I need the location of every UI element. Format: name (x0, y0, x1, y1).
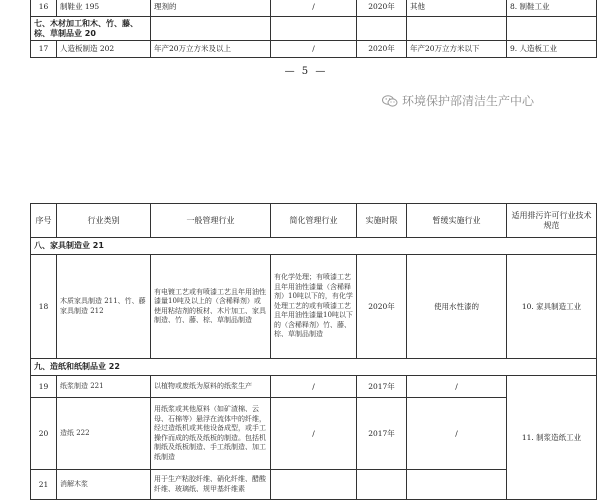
implementation-year: 2017年 (357, 376, 407, 398)
table-row (31, 41, 597, 58)
row-number: 16 (31, 0, 57, 17)
general-management: 以植物或废纸为原料的纸浆生产 (151, 376, 271, 398)
table-row (31, 376, 597, 398)
deferred-industry: 年产20万立方米以下 (407, 41, 507, 58)
page-number: — 5 — (284, 66, 328, 77)
technical-standard: 10. 家具制造工业 (507, 255, 597, 359)
simplified-management: / (271, 41, 357, 58)
general-management: 用纸浆或其他原料（如矿渣棉、云母、石棉等）悬浮在流体中的纤维，经过造纸机或其他设备成型，或手工操作而成的纸及纸板的制造。包括机制纸及纸板制造、手工纸制造、加工纸制造 (151, 398, 271, 470)
implementation-year: 2020年 (357, 41, 407, 58)
general-management: 理剂的 (151, 0, 271, 17)
technical-standard: 11. 制浆造纸工业 (507, 376, 597, 500)
general-management: 年产20万立方米及以上 (151, 41, 271, 58)
table-row (31, 0, 597, 17)
implementation-year: 2020年 (357, 0, 407, 17)
simplified-management: / (271, 0, 357, 17)
industry-category: 纸浆制造 221 (57, 376, 151, 398)
simplified-management: / (271, 376, 357, 398)
header-standard: 适用排污许可行业技术规范 (507, 204, 597, 238)
technical-standard: 9. 人造板工业 (507, 41, 597, 58)
implementation-year: 2020年 (357, 255, 407, 359)
table-row (31, 255, 597, 359)
header-deferred: 暂缓实施行业 (407, 204, 507, 238)
simplified-management: 有化学处理；有喷漆工艺且年用油性漆量（含稀释剂）10吨以下的，有化学处理工艺的或有喷漆工艺且年用油性漆量10吨以下的（含稀释剂）竹、藤、棕、草制品制造 (271, 255, 357, 359)
wechat-icon (382, 95, 398, 107)
row-number: 21 (31, 470, 57, 500)
technical-standard: 8. 制鞋工业 (507, 0, 597, 17)
section-heading: 七、木材加工和木、竹、藤、棕、草制品业 20 (31, 17, 151, 41)
industry-category: 木质家具制造 211、竹、藤家具制造 212 (57, 255, 151, 359)
section-row (31, 238, 597, 255)
industry-category: 制鞋业 195 (57, 0, 151, 17)
table-header (31, 204, 597, 238)
section-row (31, 359, 597, 376)
header-no: 序号 (31, 204, 57, 238)
deferred-industry: 使用水性漆的 (407, 255, 507, 359)
implementation-year: 2017年 (357, 398, 407, 470)
header-year: 实施时限 (357, 204, 407, 238)
deferred-industry: 其他 (407, 0, 507, 17)
general-management: 有电镀工艺或有喷漆工艺且年用油性漆量10吨及以上的（含稀释剂）或使用粘结剂的板材、木片加工、家具制造、竹、藤、棕、草制品制造 (151, 255, 271, 359)
industry-category: 造纸 222 (57, 398, 151, 470)
header-category: 行业类别 (57, 204, 151, 238)
simplified-management (271, 470, 357, 500)
watermark-text: 环境保护部清洁生产中心 (402, 94, 535, 108)
section-heading: 九、造纸和纸制品业 22 (31, 359, 597, 376)
header-general: 一般管理行业 (151, 204, 271, 238)
section-heading: 八、家具制造业 21 (31, 238, 597, 255)
top-table (30, 0, 597, 58)
deferred-industry: / (407, 376, 507, 398)
general-management: 用于生产粘胶纤维、硝化纤维、醋酸纤维、玻璃纸、规甲基纤维素 (151, 470, 271, 500)
deferred-industry: / (407, 398, 507, 470)
header-simplified: 简化管理行业 (271, 204, 357, 238)
row-number: 17 (31, 41, 57, 58)
watermark (382, 92, 534, 109)
row-number: 18 (31, 255, 57, 359)
deferred-industry (407, 470, 507, 500)
row-number: 19 (31, 376, 57, 398)
row-number: 20 (31, 398, 57, 470)
simplified-management: / (271, 398, 357, 470)
section-row (31, 17, 597, 41)
industry-category: 消解木浆 (57, 470, 151, 500)
main-table (30, 203, 597, 500)
implementation-year (357, 470, 407, 500)
industry-category: 人造板制造 202 (57, 41, 151, 58)
